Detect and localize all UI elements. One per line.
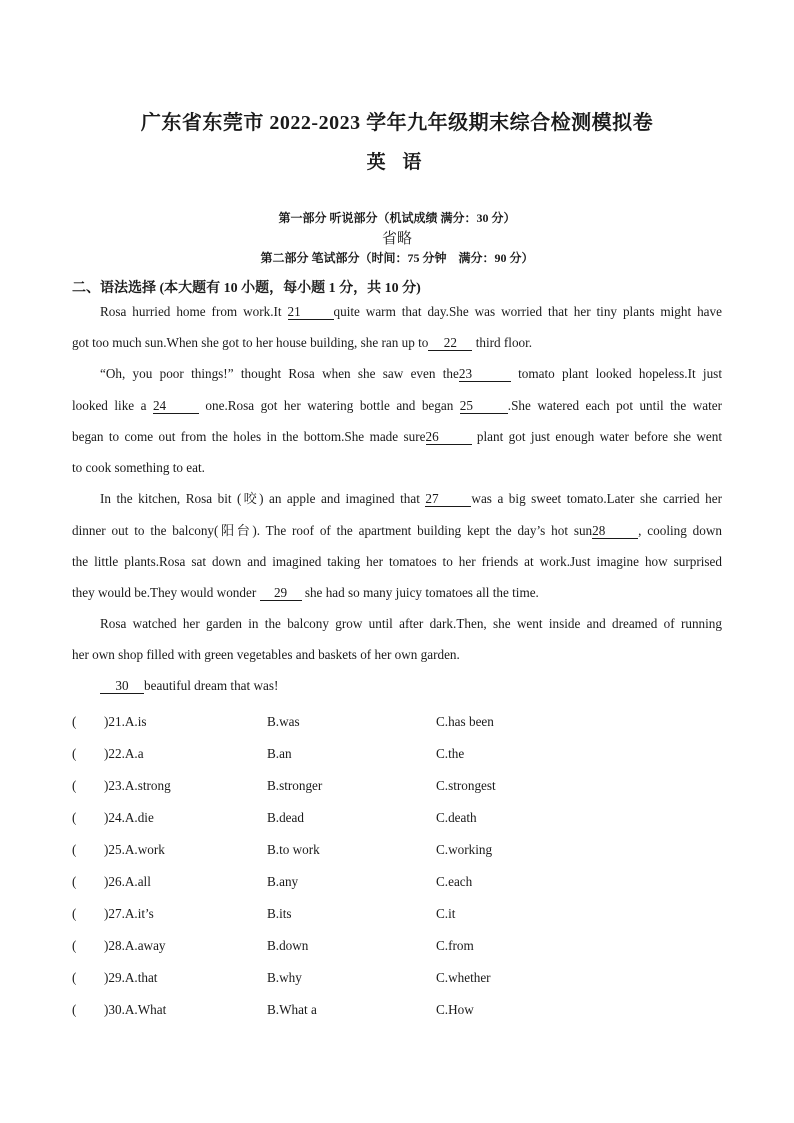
option-c: C.How [436,1002,474,1017]
option-c: C.strongest [436,778,496,793]
option-b: B.What a [267,1002,317,1017]
option-b: B.its [267,906,292,921]
passage-text: began to come out from the holes in the bottom.She made sure [72,429,426,444]
option-c: C.from [436,938,474,953]
blank-24: 24 [153,398,199,414]
part-one-heading: 第一部分 听说部分（机试成绩 满分：30 分） [278,211,516,225]
answer-bracket: ( [72,810,77,825]
option-a: )29.A.that [104,970,158,985]
question-row [72,1002,722,1020]
option-c: C.has been [436,714,494,729]
passage-text: one.Rosa got her watering bottle and began [198,398,460,413]
question-row [72,714,722,732]
answer-bracket: ( [72,938,77,953]
option-a: )27.A.it’s [104,906,154,921]
passage-line [72,303,722,321]
exam-title: 广东省东莞市 2022-2023 学年九年级期末综合检测模拟卷 [140,112,654,134]
passage-text: plant got just enough water before she went [471,429,722,444]
passage-text: looked like a [72,398,153,413]
option-b: B.dead [267,810,304,825]
subject-title: 英 语 [366,152,428,173]
answer-bracket: ( [72,746,77,761]
question-row [72,842,722,860]
option-a: )25.A.work [104,842,165,857]
blank-25: 25 [460,398,508,414]
passage-line [72,677,722,695]
passage-line [72,646,722,664]
passage-text: got too much sun.When she got to her house building, she ran up to [72,335,429,350]
passage-text: quite warm that day.She was worried that her tiny plants might have [333,304,722,319]
passage-text: beautiful dream that was! [144,678,279,693]
passage-text: was a big sweet tomato.Later she carried her [471,491,722,506]
passage-text: her own shop filled with green vegetables and baskets of her own garden. [72,647,460,662]
passage-text: .She watered each pot until the water [507,398,722,413]
passage-text: tomato plant looked hopeless.It just [510,366,722,381]
option-b: B.stronger [267,778,323,793]
passage-text: to cook something to eat. [72,460,205,475]
question-row [72,778,722,796]
option-a: )21.A.is [104,714,147,729]
passage-text: , cooling down [638,523,722,538]
option-a: )28.A.away [104,938,166,953]
passage-line [72,490,722,508]
passage-line [72,615,722,633]
passage-text: she had so many juicy tomatoes all the time. [301,585,539,600]
option-a: )30.A.What [104,1002,167,1017]
passage-line [72,459,722,477]
option-c: C.working [436,842,493,857]
option-b: B.an [267,746,292,761]
option-b: B.down [267,938,309,953]
question-row [72,938,722,956]
blank-21: 21 [288,304,334,320]
answer-bracket: ( [72,714,77,729]
option-c: C.whether [436,970,491,985]
option-c: C.each [436,874,473,889]
option-a: )22.A.a [104,746,144,761]
blank-26: 26 [426,429,472,445]
passage-text: Rosa watched her garden in the balcony grow until after dark.Then, she went inside and dreamed of running [100,616,722,631]
answer-bracket: ( [72,970,77,985]
option-b: B.any [267,874,299,889]
option-c: C.it [436,906,456,921]
passage-text: Rosa hurried home from work.It [100,304,288,319]
option-b: B.was [267,714,300,729]
passage-line [72,553,722,571]
answer-bracket: ( [72,874,77,889]
answer-bracket: ( [72,778,77,793]
passage-line [72,397,722,415]
question-row [72,970,722,988]
question-row [72,746,722,764]
option-c: C.the [436,746,465,761]
part-two-heading: 第二部分 笔试部分（时间：75 分钟 满分：90 分） [260,251,534,265]
passage-line [72,428,722,446]
option-c: C.death [436,810,477,825]
passage-text: dinner out to the balcony(阳台). The roof of the apartment building kept the day’s hot sun [72,523,593,538]
blank-27: 27 [425,491,471,507]
passage-line [72,334,722,352]
option-a: )26.A.all [104,874,151,889]
blank-22: 22 [428,335,472,351]
answer-bracket: ( [72,906,77,921]
passage-text: third floor. [472,335,533,350]
section-heading: 二、语法选择 (本大题有 10 小题，每小题 1 分，共 10 分) [72,281,421,296]
answer-bracket: ( [72,842,77,857]
passage-text: In the kitchen, Rosa bit (咬) an apple and imagined that [100,491,426,506]
passage-text: the little plants.Rosa sat down and imagined taking her tomatoes to her friends at work.Just imagine how surprised [72,554,722,569]
answer-bracket: ( [72,1002,77,1017]
passage-line [72,365,722,383]
passage-text: “Oh, you poor things!” thought Rosa when she saw even the [100,366,459,381]
question-row [72,810,722,828]
passage-line [72,522,722,540]
question-row [72,906,722,924]
passage-line [72,584,722,602]
passage-text: they would be.They would wonder [72,585,260,600]
option-b: B.why [267,970,302,985]
option-a: )23.A.strong [104,778,171,793]
blank-30: 30 [100,678,144,694]
option-b: B.to work [267,842,320,857]
blank-28: 28 [592,523,638,539]
omitted-note: 省略 [381,231,412,247]
option-a: )24.A.die [104,810,154,825]
blank-23: 23 [459,366,511,382]
question-row [72,874,722,892]
blank-29: 29 [260,585,302,601]
